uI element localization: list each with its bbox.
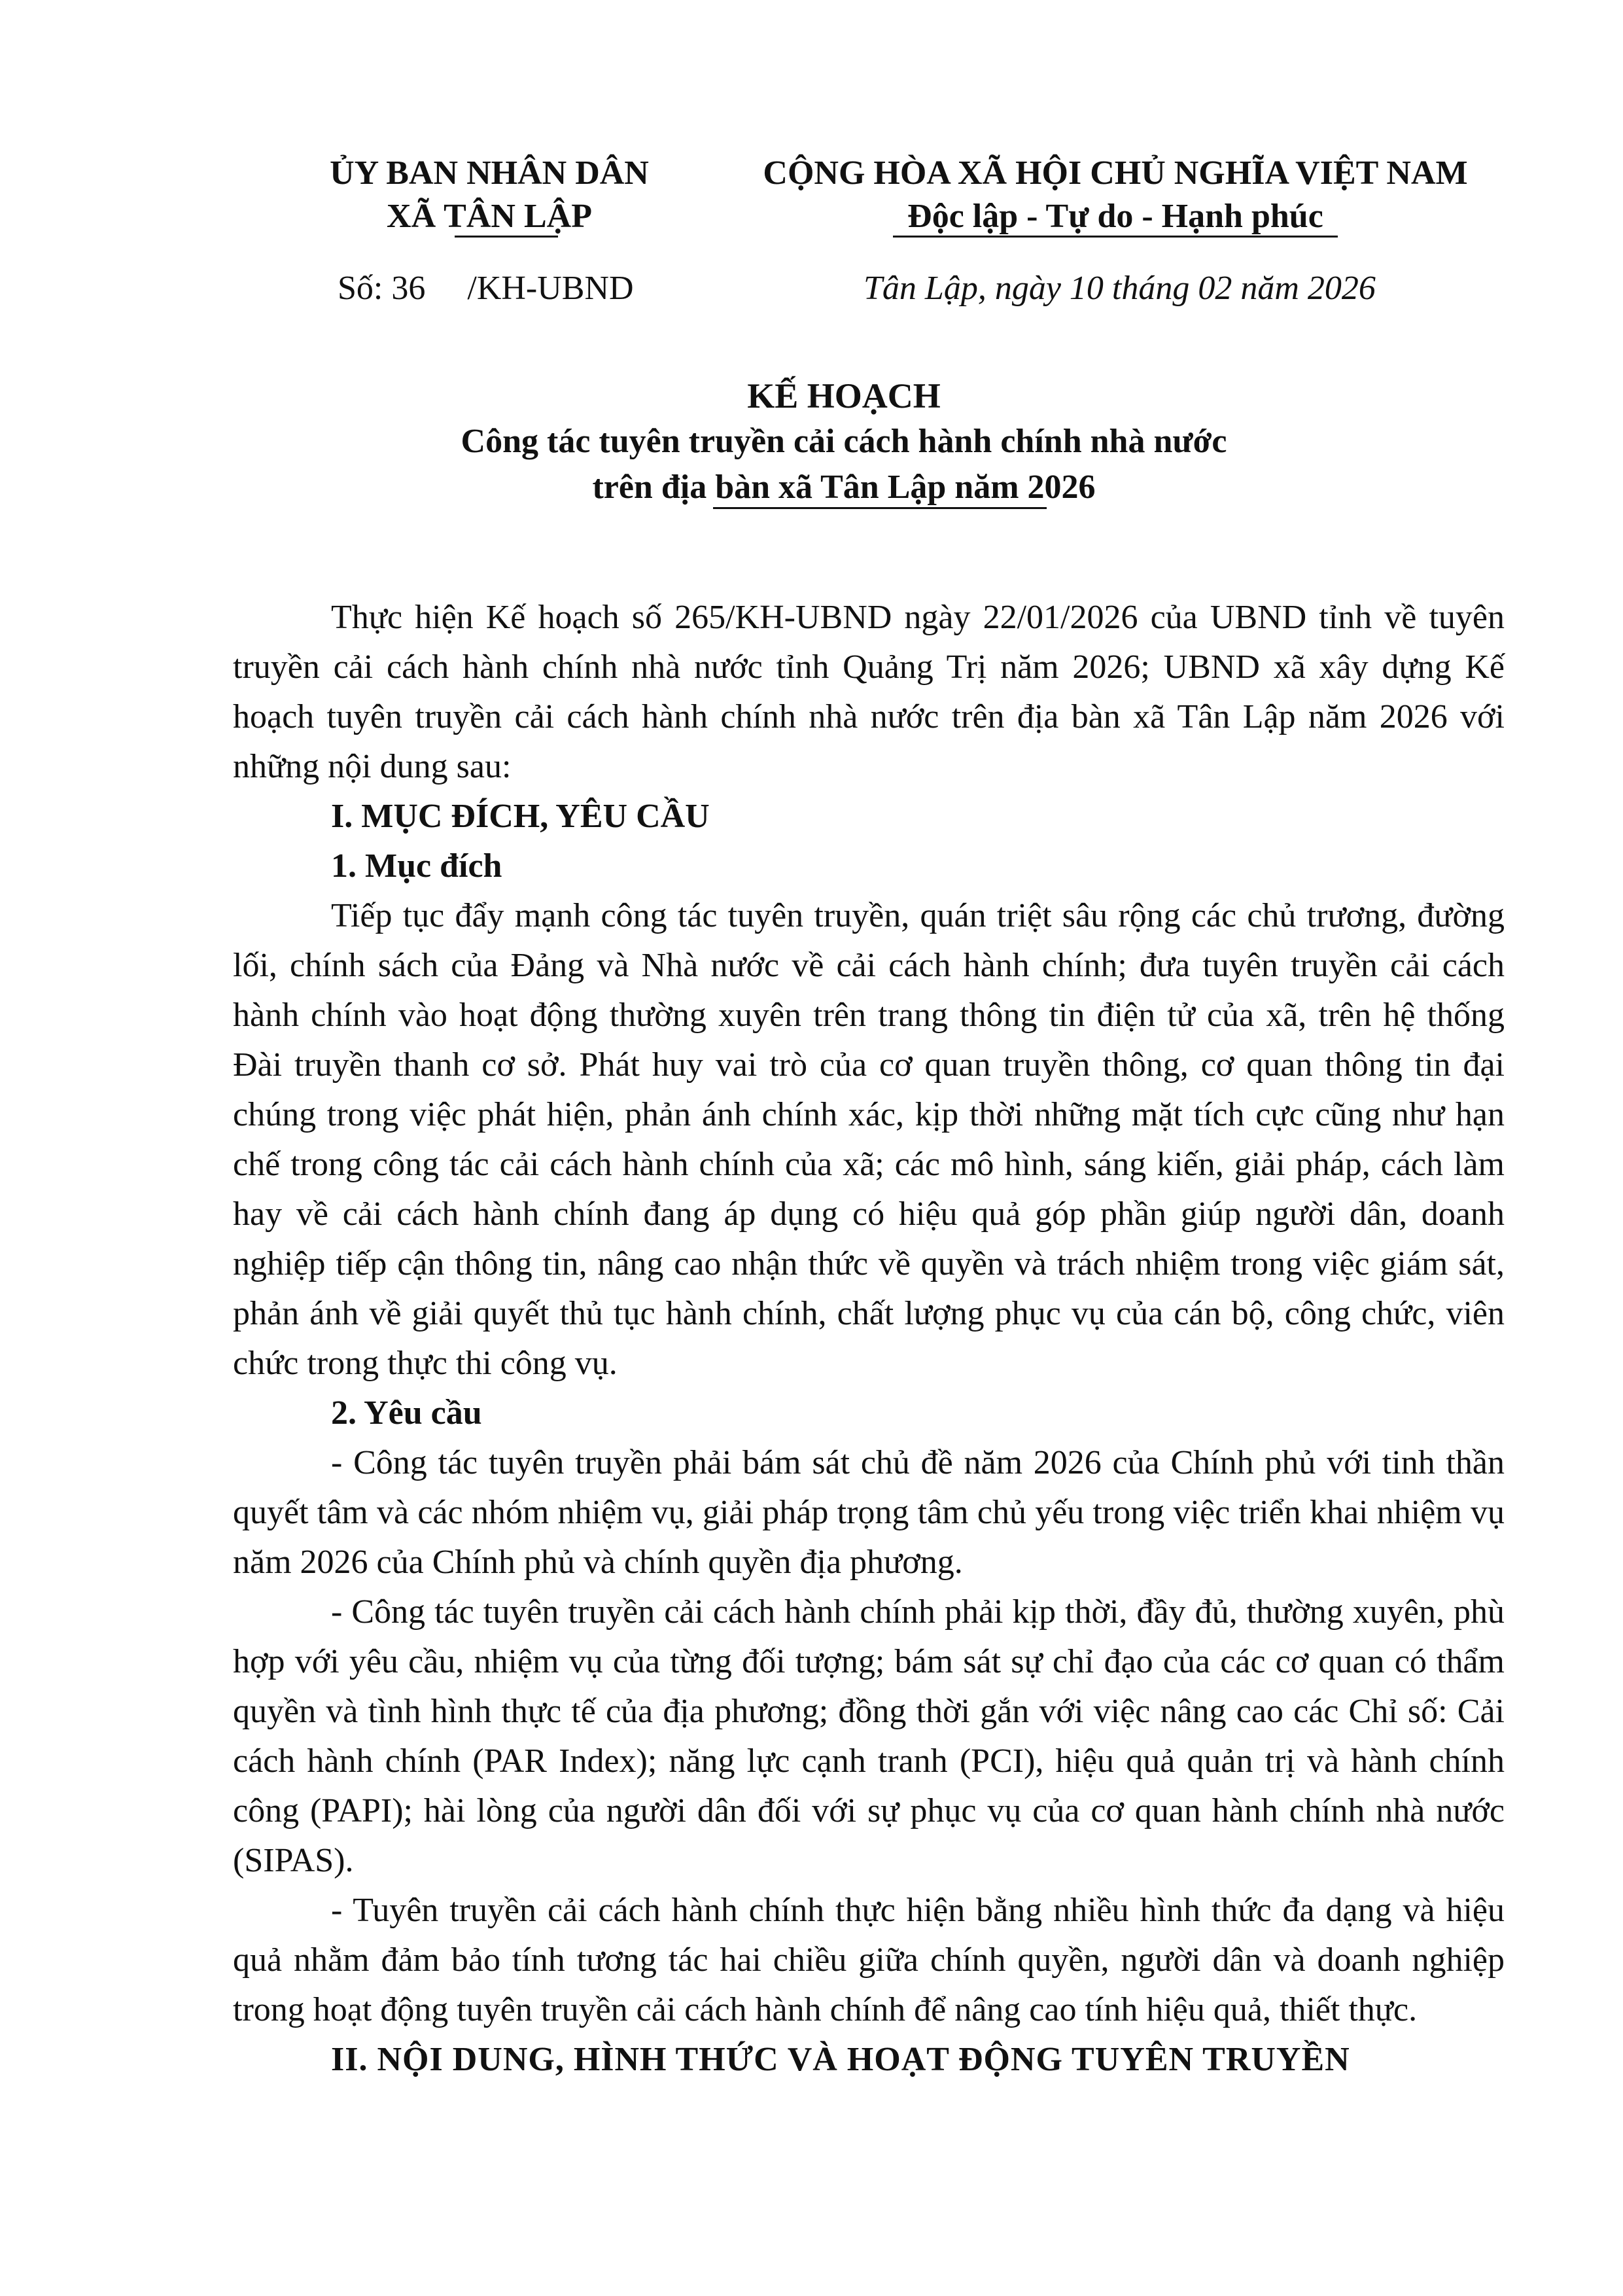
intro-paragraph: Thực hiện Kế hoạch số 265/KH-UBND ngày 22/01/2026 của UBND tỉnh về tuyên truyền cải cách hành chính nhà nước tỉnh Quảng Trị năm 2026; UBND xã xây dựng Kế hoạch tuyên truyền cải cách hành chính nhà nước trên địa bàn xã Tân Lập năm 2026 với những nội dung sau: (233, 599, 1505, 785)
motto-underline (893, 236, 1338, 238)
agency-line-2: XÃ TÂN LẬP (387, 198, 592, 235)
purpose-paragraph: Tiếp tục đẩy mạnh công tác tuyên truyền, quán triệt sâu rộng các chủ trương, đường lối, chính sách của Đảng và Nhà nước về cải cách hành chính; đưa tuyên truyền cải cách hành chính vào hoạt động thường xuyên trên trang thông tin điện tử của xã, trên hệ thống Đài truyền thanh cơ sở. Phát huy vai trò của cơ quan truyền thông, cơ quan thông tin đại chúng trong việc phát hiện, phản ánh chính xác, kịp thời những mặt tích cực cũng như hạn chế trong công tác cải cách hành chính của xã; các mô hình, sáng kiến, giải pháp, cách làm hay về cải cách hành chính đang áp dụng có hiệu quả góp phần giúp người dân, doanh nghiệp tiếp cận thông tin, nâng cao nhận thức về quyền và trách nhiệm trong việc giám sát, phản ánh về giải quyết thủ tục hành chính, chất lượng phục vụ của cán bộ, công chức, viên chức trong thực thi công vụ. (233, 897, 1505, 1382)
nation-name: CỘNG HÒA XÃ HỘI CHỦ NGHĨA VIỆT NAM (763, 154, 1468, 192)
document-body (233, 593, 1505, 2085)
title-subtitle-1: Công tác tuyên truyền cải cách hành chính nhà nước (461, 423, 1227, 460)
national-motto (726, 152, 1505, 238)
title-main: KẾ HOẠCH (747, 376, 941, 415)
issuing-agency (293, 152, 686, 238)
requirement-paragraph-1: - Công tác tuyên truyền phải bám sát chủ đề năm 2026 của Chính phủ với tinh thần quyết tâm và các nhóm nhiệm vụ, giải pháp trọng tâm chủ yếu trong việc triển khai nhiệm vụ năm 2026 của Chính phủ và chính quyền địa phương. (233, 1444, 1505, 1581)
section-1-heading: I. MỤC ĐÍCH, YÊU CẦU (331, 798, 710, 835)
document-number-prefix: Số: 36 (338, 270, 426, 307)
title-subtitle-2: trên địa bàn xã Tân Lập năm 2026 (592, 468, 1096, 506)
place-date: Tân Lập, ngày 10 tháng 02 năm 2026 (864, 270, 1376, 307)
document-number-suffix: /KH-UBND (467, 270, 634, 307)
subsection-2-heading: 2. Yêu cầu (331, 1394, 482, 1432)
document-title (164, 373, 1524, 510)
requirement-paragraph-2: - Công tác tuyên truyền cải cách hành chính phải kịp thời, đầy đủ, thường xuyên, phù hợp với yêu cầu, nhiệm vụ của từng đối tượng; bám sát sự chỉ đạo của các cơ quan có thẩm quyền và tình hình thực tế của địa phương; đồng thời gắn với việc nâng cao các Chỉ số: Cải cách hành chính (PAR Index); năng lực cạnh tranh (PCI), hiệu quả quản trị và hành chính công (PAPI); hài lòng của người dân đối với sự phục vụ của cơ quan hành chính nhà nước (SIPAS). (233, 1593, 1505, 1879)
document-number (338, 267, 634, 310)
section-2-heading: II. NỘI DUNG, HÌNH THỨC VÀ HOẠT ĐỘNG TUYÊN TRUYỀN (331, 2041, 1350, 2078)
agency-line-1: ỦY BAN NHÂN DÂN (330, 154, 649, 192)
agency-underline (455, 236, 558, 238)
subsection-1-heading: 1. Mục đích (331, 847, 502, 885)
title-underline (713, 507, 1047, 509)
requirement-paragraph-3: - Tuyên truyền cải cách hành chính thực hiện bằng nhiều hình thức đa dạng và hiệu quả nhằm đảm bảo tính tương tác hai chiều giữa chính quyền, người dân và doanh nghiệp trong hoạt động tuyên truyền cải cách hành chính để nâng cao tính hiệu quả, thiết thực. (233, 1892, 1505, 2028)
nation-motto: Độc lập - Tự do - Hạnh phúc (907, 198, 1323, 235)
